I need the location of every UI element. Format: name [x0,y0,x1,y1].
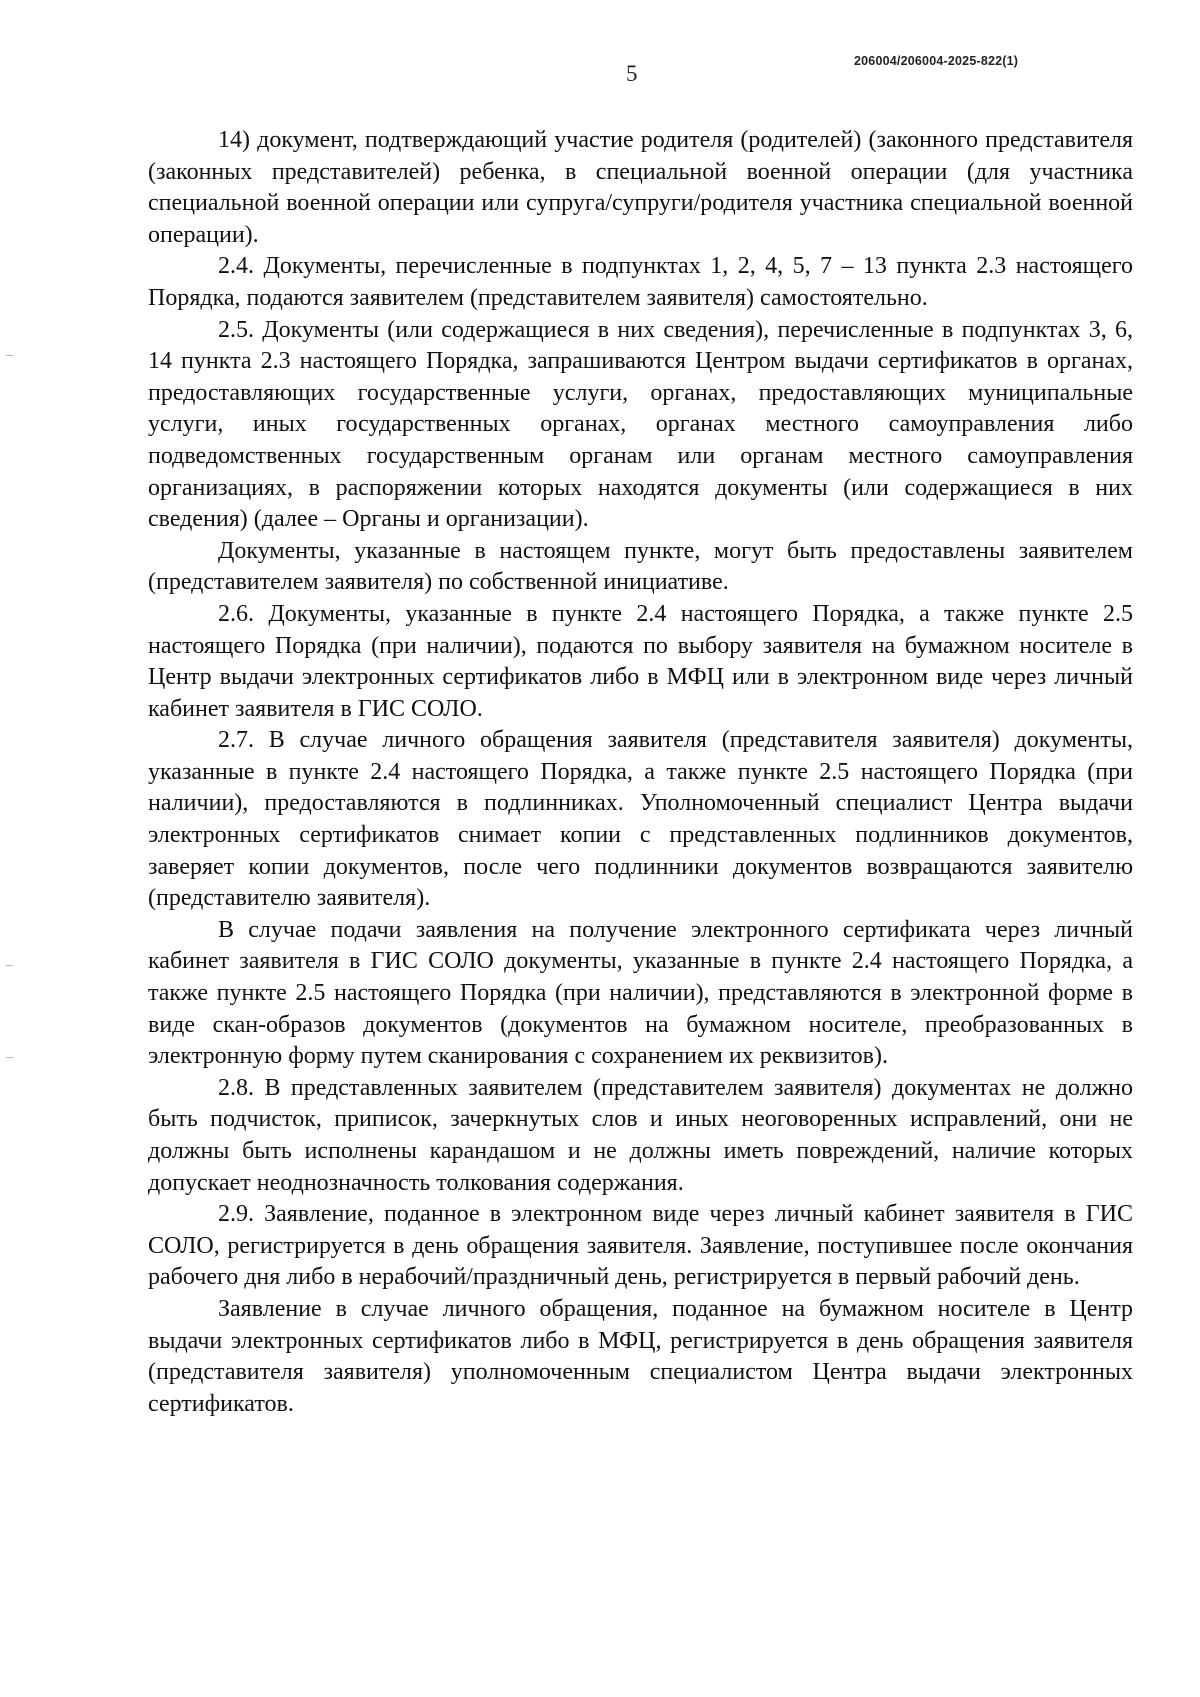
paragraph-2-6: 2.6. Документы, указанные в пункте 2.4 настоящего Порядка, а также пункте 2.5 настоящего Порядка (при наличии), подаются по выбору заявителя на бумажном носителе в Центр выдачи электронных сертификатов либо в МФЦ или в электронном виде через личный кабинет заявителя в ГИС СОЛО. [148,600,1133,722]
paragraph-2-4: 2.4. Документы, перечисленные в подпунктах 1, 2, 4, 5, 7 – 13 пункта 2.3 настоящего Порядка, подаются заявителем (представителем заявителя) самостоятельно. [148,253,1133,311]
paragraph-2-5-initiative: Документы, указанные в настоящем пункте, могут быть предоставлены заявителем (представителем заявителя) по собственной инициативе. [148,537,1133,596]
paragraph-2-9: 2.9. Заявление, поданное в электронном виде через личный кабинет заявителя в ГИС СОЛО, регистрируется в день обращения заявителя. Заявление, поступившее после окончания рабочего дня либо в нерабочий/праздничный день, регистрируется в первый рабочий день. [148,1201,1133,1291]
paragraph-2-7: 2.7. В случае личного обращения заявителя (представителя заявителя) документы, указанные в пункте 2.4 настоящего Порядка, а также пункте 2.5 настоящего Порядка (при наличии), предоставляются в подлинниках. Уполномоченный специалист Центра выдачи электронных сертификатов снимает копии с представленных подлинников документов, заверяет копии документов, после чего подлинники документов возвращаются заявителю (представителю заявителя). [148,727,1133,912]
paragraph-2-7-electronic: В случае подачи заявления на получение электронного сертификата через личный кабинет заявителя в ГИС СОЛО документы, указанные в пункте 2.4 настоящего Порядка, а также пункте 2.5 настоящего Порядка (при наличии), представляются в электронной форме в виде скан-образов документов (документов на бумажном носителе, преобразованных в электронную форму путем сканирования с сохранением их реквизитов). [148,916,1133,1070]
document-registration-number: 206004/206004-2025-822(1) [854,54,1019,68]
scan-edge-mark [6,1057,13,1058]
paragraph-2-8: 2.8. В представленных заявителем (представителем заявителя) документах не должно быть подчисток, приписок, зачеркнутых слов и иных неоговоренных исправлений, они не должны быть исполнены карандашом и не должны иметь повреждений, наличие которых допускает неоднозначность толкования содержания. [148,1074,1133,1196]
paragraph-2-5: 2.5. Документы (или содержащиеся в них сведения), перечисленные в подпунктах 3, 6, 14 пункта 2.3 настоящего Порядка, запрашиваются Центром выдачи сертификатов в органах, предоставляющих государственные услуги, органах, предоставляющих муниципальные услуги, иных государственных органах, органах местного самоуправления либо подведомственных государственным органам или органам местного самоуправления организациях, в распоряжении которых находятся документы (или содержащиеся в них сведения) (далее – Органы и организации). [148,316,1133,533]
scan-edge-mark [6,965,13,966]
paragraph-2-9-paper: Заявление в случае личного обращения, поданное на бумажном носителе в Центр выдачи электронных сертификатов либо в МФЦ, регистрируется в день обращения заявителя (представителя заявителя) уполномоченным специалистом Центра выдачи электронных сертификатов. [148,1295,1133,1417]
page-number: 5 [626,61,638,86]
document-body [148,125,1133,1420]
scan-edge-mark [6,355,13,356]
paragraph-item-14: 14) документ, подтверждающий участие родителя (родителей) (законного представителя (законных представителей) ребенка, в специальной военной операции (для участника специальной военной операции или супруга/супруги/родителя участника специальной военной операции). [148,127,1133,248]
